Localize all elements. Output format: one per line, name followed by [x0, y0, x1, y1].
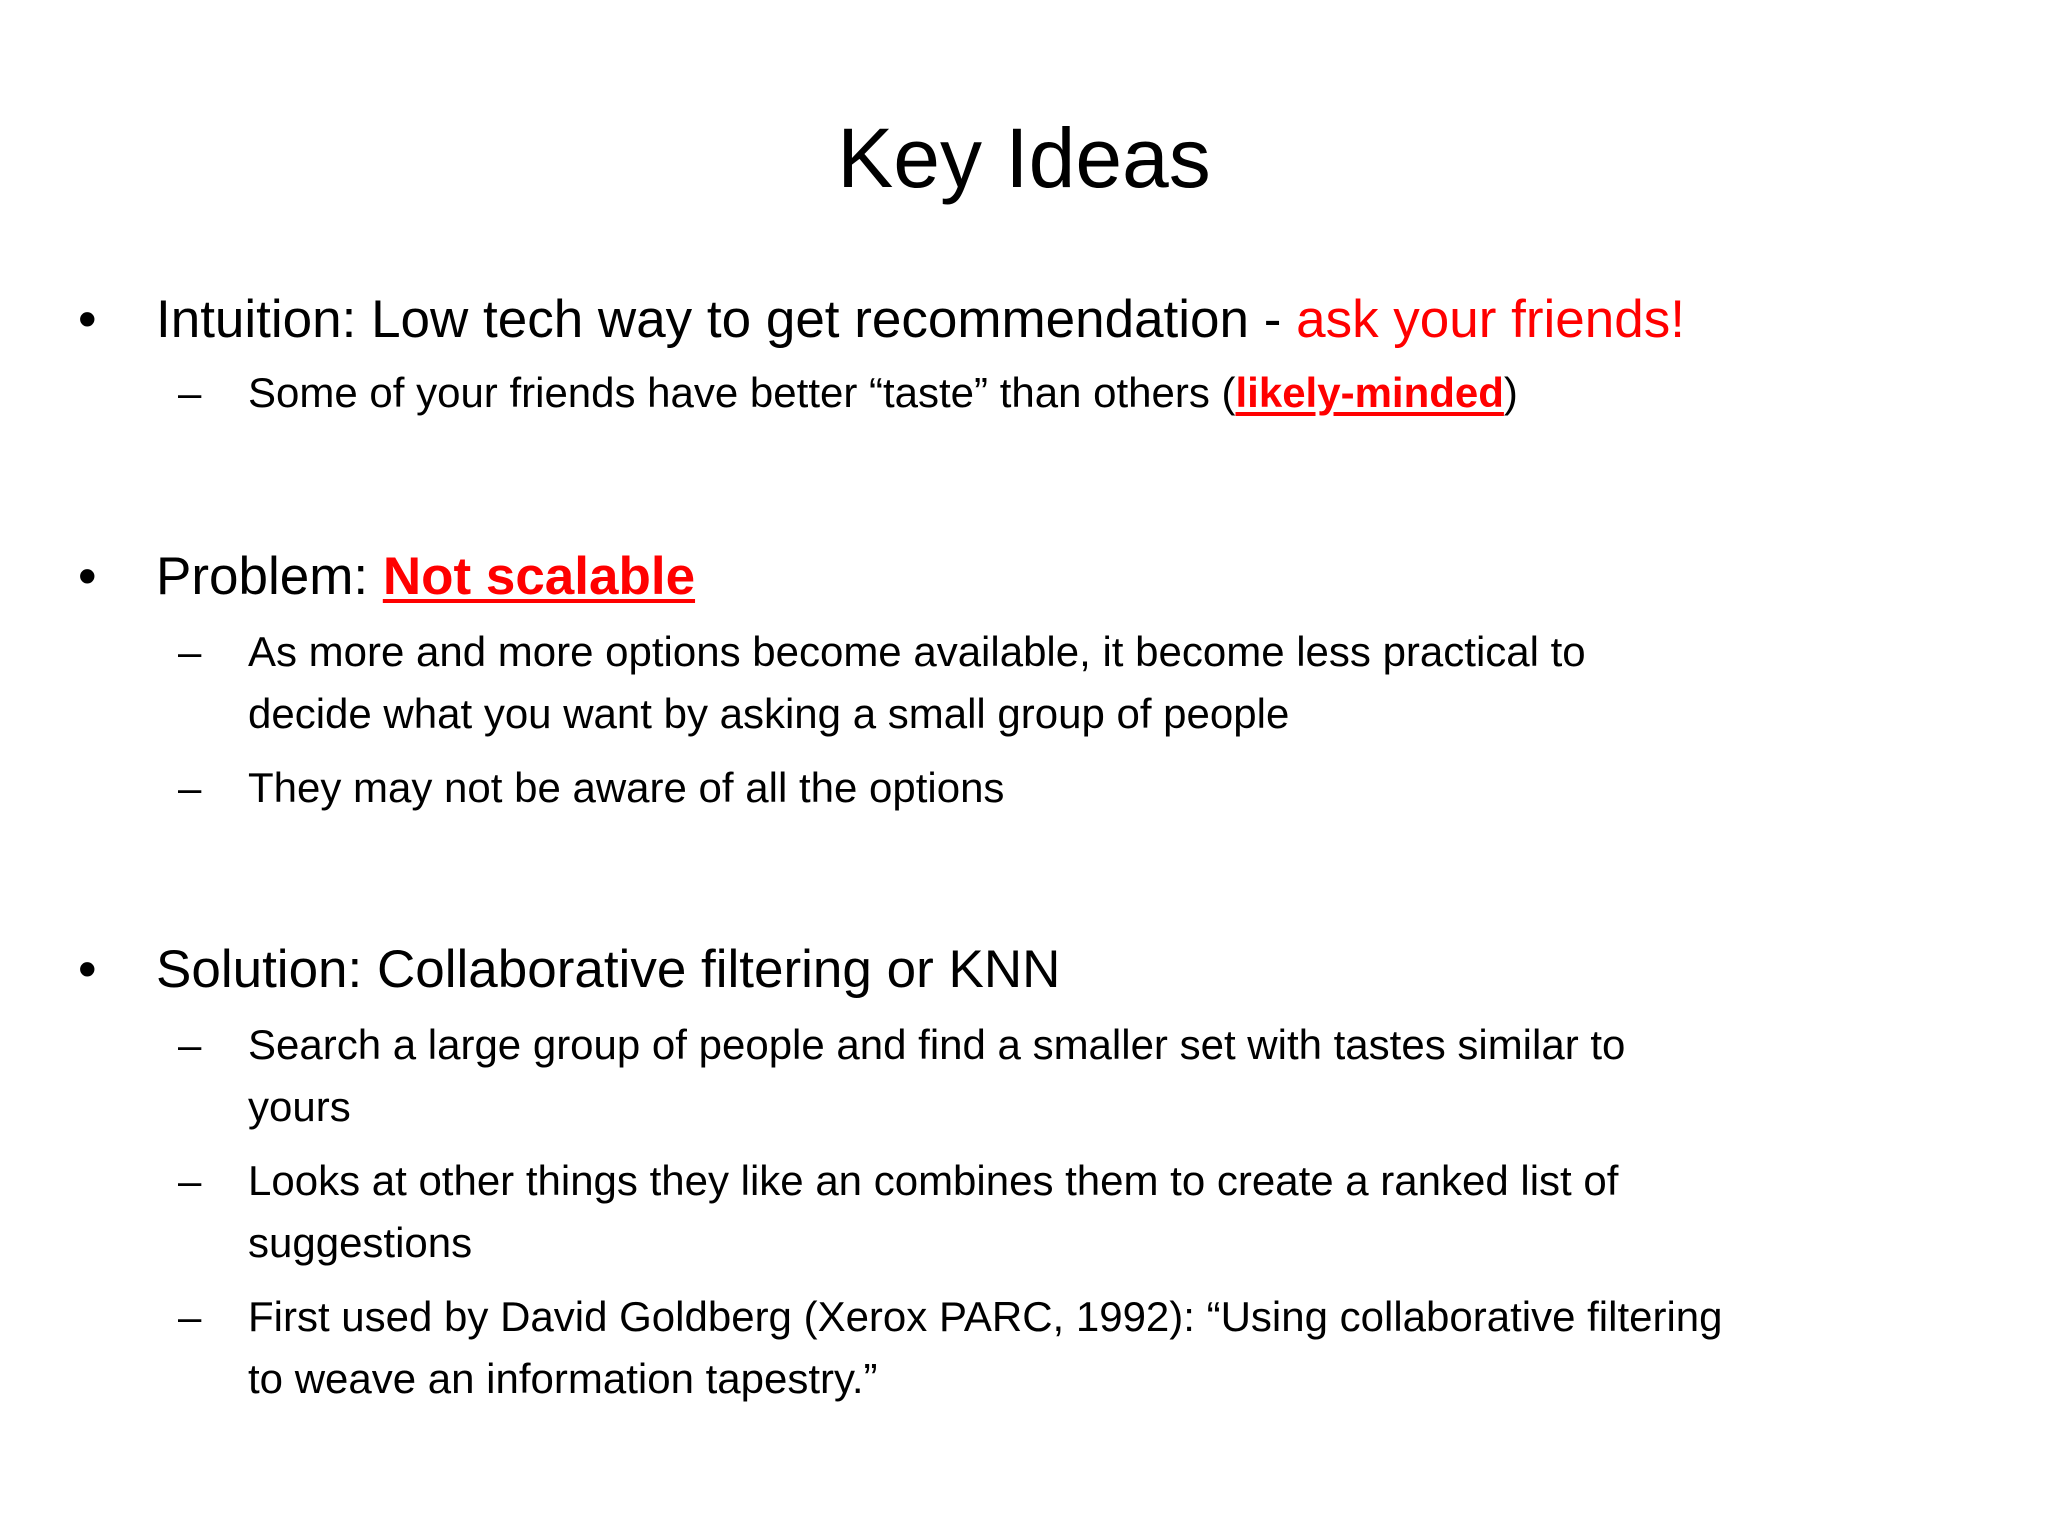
slide-title: Key Ideas	[837, 111, 1211, 205]
sub-bullet-highlight: likely-minded	[1235, 369, 1504, 416]
bullet-line	[78, 288, 1978, 352]
bullet-highlight-text: ask your friends!	[1296, 290, 1685, 349]
bullet-lead-text: Intuition: Low tech way to get recommendation -	[156, 290, 1297, 349]
bullet-lead-text: Problem:	[156, 547, 383, 606]
bullet-dot-icon: •	[78, 940, 97, 999]
sub-bullet-line-1: First used by David Goldberg (Xerox PARC, 1992): “Using collaborative filtering	[248, 1293, 1723, 1340]
bullet-highlight-text: Not scalable	[382, 547, 696, 606]
dash-icon: –	[178, 628, 202, 675]
bullet-line	[78, 938, 1978, 1002]
bullet-lead-text: Solution: Collaborative filtering or KNN	[156, 940, 1061, 999]
dash-icon: –	[178, 1021, 202, 1068]
sub-bullet-line-2: to weave an information tapestry.”	[248, 1355, 878, 1402]
sub-bullet-line-2: suggestions	[248, 1219, 473, 1266]
sub-bullet-text: Some of your friends have better “taste” than others (	[248, 369, 1236, 416]
sub-bullet-line-1: They may not be aware of all the options	[248, 764, 1005, 811]
sub-bullet-line-2: decide what you want by asking a small group of people	[248, 690, 1290, 737]
bullet-intuition	[78, 288, 1978, 424]
sub-bullet-line-1: Looks at other things they like an combines them to create a ranked list of	[248, 1157, 1619, 1204]
dash-icon: –	[178, 764, 202, 811]
sub-bullet	[78, 1150, 1988, 1274]
sub-bullet-line-1: As more and more options become available, it become less practical to	[248, 628, 1586, 675]
sub-bullet	[78, 1286, 1988, 1410]
bullet-problem	[78, 545, 1978, 819]
dash-icon: –	[178, 1293, 202, 1340]
sub-bullet	[78, 1014, 1988, 1138]
sub-bullet	[78, 362, 1988, 424]
sub-bullet	[78, 621, 1988, 745]
sub-bullet-line-1: Search a large group of people and find a smaller set with tastes similar to	[248, 1021, 1626, 1068]
sub-bullet-text-end: )	[1503, 369, 1518, 416]
dash-icon: –	[178, 1157, 202, 1204]
bullet-dot-icon: •	[78, 547, 97, 606]
bullet-dot-icon: •	[78, 290, 97, 349]
bullet-line	[78, 545, 1978, 609]
sub-bullet-line-2: yours	[248, 1083, 351, 1130]
bullet-solution	[78, 938, 1978, 1410]
sub-bullet	[78, 757, 1988, 819]
dash-icon: –	[178, 369, 202, 416]
